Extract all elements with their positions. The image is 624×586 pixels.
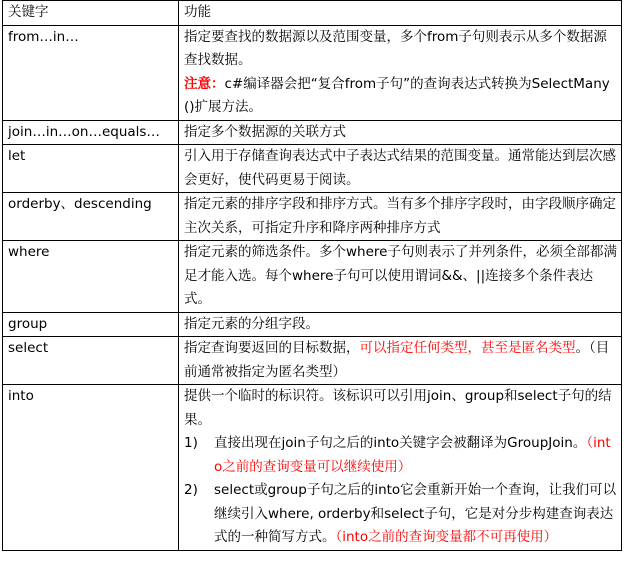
- table-row: [3, 25, 622, 120]
- list-body: [214, 479, 617, 550]
- note-text: c#编译器会把“复合from子句”的查询表达式转换为SelectMany()扩展方法。: [184, 75, 610, 115]
- keyword-cell: select: [3, 337, 179, 385]
- table-header-row: [3, 1, 622, 26]
- description-text: 提供一个临时的标识符。该标识可以引用join、group和select子句的结果。: [184, 388, 612, 428]
- description-text: 指定要查找的数据源以及范围变量，多个from子句则表示从多个数据源查找数据。: [184, 28, 607, 68]
- keyword-cell: let: [3, 145, 179, 193]
- header-function: 功能: [179, 1, 622, 26]
- keyword-cell: group: [3, 312, 179, 337]
- table-row: [3, 312, 622, 337]
- linq-keyword-table: [2, 0, 622, 551]
- description-cell: [179, 385, 622, 551]
- description-cell: 指定元素的分组字段。: [179, 312, 622, 337]
- keyword-cell: where: [3, 241, 179, 313]
- keyword-cell: into: [3, 385, 179, 551]
- list-body: [214, 432, 617, 479]
- table-row: [3, 193, 622, 241]
- list-number: 2): [184, 482, 198, 498]
- keyword-cell: orderby、descending: [3, 193, 179, 241]
- description-cell: 指定元素的排序字段和排序方式。当有多个排序字段时，由字段顺序确定主次关系，可指定升序和降序两种排序方式: [179, 193, 622, 241]
- description-text: 指定查询要返回的目标数据，: [184, 340, 360, 356]
- list-text: select或group子句之后的into它会重新开始一个查询，让我们可以继续引入where, orderby和select子句，它是对分步构建查询表达式的一种简写方式。: [214, 482, 617, 545]
- description-cell: [179, 25, 622, 120]
- list-item: [184, 432, 617, 479]
- list-item: [184, 479, 617, 550]
- keyword-cell: from…in…: [3, 25, 179, 120]
- description-cell: [179, 337, 622, 385]
- description-text-tail: 。（目前通常被指定为匿名类型）: [184, 340, 610, 380]
- table-row: [3, 385, 622, 551]
- header-keyword: 关键字: [3, 1, 179, 26]
- description-cell: 指定元素的筛选条件。多个where子句则表示了并列条件，必须全部都满足才能入选。每个where子句可以使用谓词&&、||连接多个条件表达式。: [179, 241, 622, 313]
- table-row: [3, 120, 622, 145]
- highlight-text: （into之前的查询变量可以继续使用）: [214, 435, 611, 475]
- list-number: 1): [184, 435, 198, 451]
- table-row: [3, 145, 622, 193]
- description-cell: 指定多个数据源的关联方式: [179, 120, 622, 145]
- list-text: 直接出现在join子句之后的into关键字会被翻译为GroupJoin。: [214, 435, 587, 451]
- note-paragraph: [184, 73, 617, 120]
- note-label: 注意：: [184, 75, 225, 92]
- table-row: [3, 241, 622, 313]
- highlight-text: （into之前的查询变量都不可再使用）: [335, 529, 558, 545]
- keyword-cell: join…in…on…equals…: [3, 120, 179, 145]
- description-cell: 引入用于存储查询表达式中子表达式结果的范围变量。通常能达到层次感会更好，使代码更易于阅读。: [179, 145, 622, 193]
- table-row: [3, 337, 622, 385]
- highlight-text: 可以指定任何类型，甚至是匿名类型: [359, 340, 576, 356]
